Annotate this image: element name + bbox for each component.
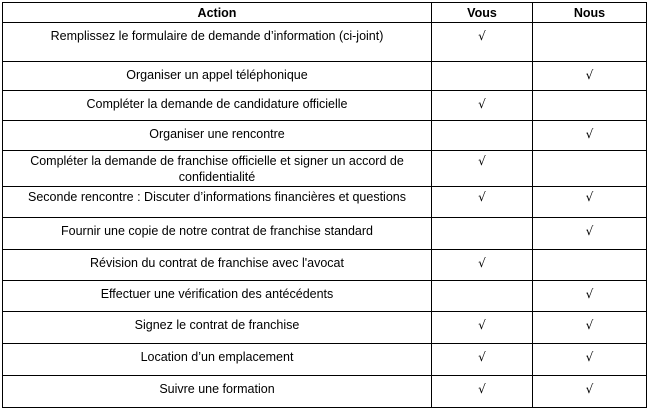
action-cell: Fournir une copie de notre contrat de franchise standard: [3, 218, 432, 250]
action-cell: Organiser une rencontre: [3, 121, 432, 151]
vous-check-cell: √: [432, 376, 533, 408]
nous-check-cell: √: [533, 121, 647, 151]
table-row: [3, 281, 647, 312]
header-nous: Nous: [533, 3, 647, 23]
nous-check-cell: [533, 23, 647, 62]
header-vous: Vous: [432, 3, 533, 23]
vous-check-cell: [432, 121, 533, 151]
vous-check-cell: [432, 62, 533, 91]
action-cell: Révision du contrat de franchise avec l'avocat: [3, 250, 432, 281]
vous-check-cell: √: [432, 23, 533, 62]
nous-check-cell: √: [533, 344, 647, 376]
vous-check-cell: √: [432, 312, 533, 344]
action-cell: Remplissez le formulaire de demande d’information (ci-joint): [3, 23, 432, 62]
action-cell: Compléter la demande de franchise officielle et signer un accord de confidentialité: [3, 151, 432, 187]
vous-check-cell: √: [432, 344, 533, 376]
action-cell: Seconde rencontre : Discuter d’informations financières et questions: [3, 187, 432, 218]
action-cell: Compléter la demande de candidature officielle: [3, 91, 432, 121]
nous-check-cell: √: [533, 312, 647, 344]
responsibility-table: [2, 2, 647, 408]
nous-check-cell: √: [533, 187, 647, 218]
table-row: [3, 23, 647, 62]
action-cell: Signez le contrat de franchise: [3, 312, 432, 344]
nous-check-cell: √: [533, 376, 647, 408]
action-cell: Location d’un emplacement: [3, 344, 432, 376]
vous-check-cell: √: [432, 250, 533, 281]
table-row: [3, 376, 647, 408]
header-row: [3, 3, 647, 23]
action-cell: Effectuer une vérification des antécédents: [3, 281, 432, 312]
action-cell: Organiser un appel téléphonique: [3, 62, 432, 91]
action-cell: Suivre une formation: [3, 376, 432, 408]
table-row: [3, 91, 647, 121]
nous-check-cell: √: [533, 281, 647, 312]
nous-check-cell: [533, 91, 647, 121]
vous-check-cell: [432, 281, 533, 312]
nous-check-cell: √: [533, 218, 647, 250]
vous-check-cell: √: [432, 187, 533, 218]
table-row: [3, 250, 647, 281]
nous-check-cell: [533, 151, 647, 187]
table-row: [3, 187, 647, 218]
table-row: [3, 218, 647, 250]
vous-check-cell: √: [432, 151, 533, 187]
nous-check-cell: √: [533, 62, 647, 91]
table-row: [3, 62, 647, 91]
table-row: [3, 312, 647, 344]
vous-check-cell: [432, 218, 533, 250]
vous-check-cell: √: [432, 91, 533, 121]
table-row: [3, 344, 647, 376]
nous-check-cell: [533, 250, 647, 281]
table-row: [3, 151, 647, 187]
header-action: Action: [3, 3, 432, 23]
table-row: [3, 121, 647, 151]
